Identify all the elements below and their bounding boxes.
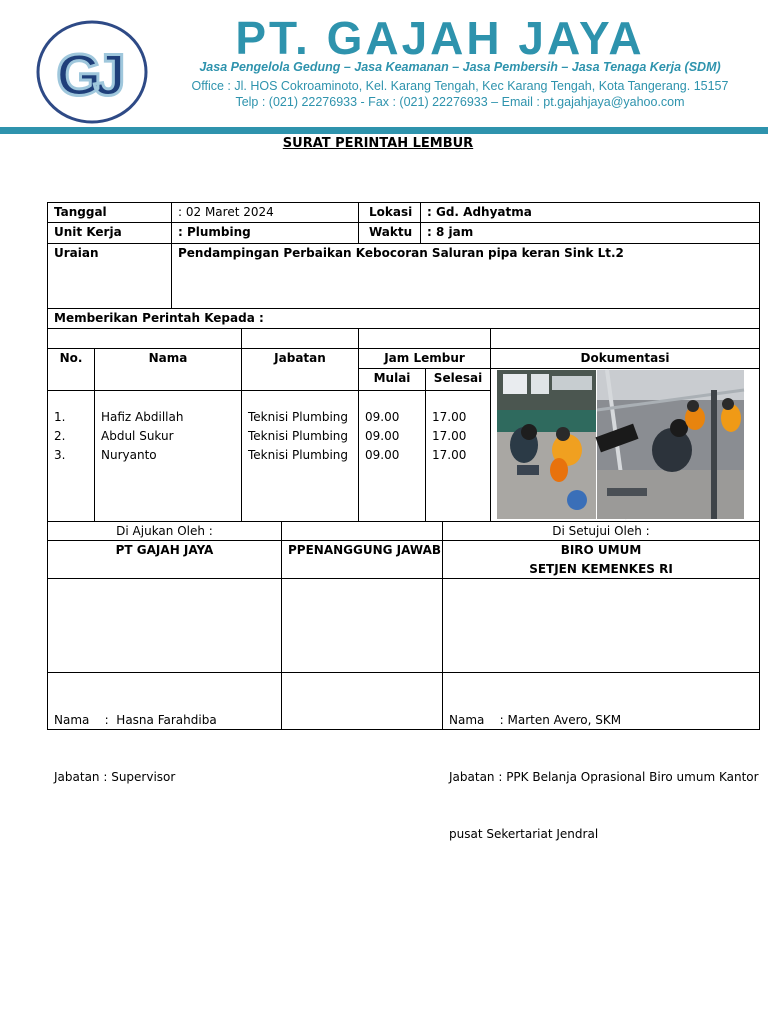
company-contact: Telp : (021) 22276933 - Fax : (021) 22276933 – Email : pt.gajahjaya@yahoo.com — [235, 95, 685, 109]
header-jabatan: Jabatan — [241, 348, 359, 391]
spacer-cell — [358, 328, 491, 349]
col-mulai — [358, 390, 426, 522]
row-nama: Abdul Sukur — [101, 429, 174, 443]
left-signer-nama: Nama : Hasna Farahdiba — [54, 713, 217, 727]
spacer-cell — [47, 328, 242, 349]
row-no: 1. — [54, 410, 66, 424]
row-no: 3. — [54, 448, 66, 462]
row-no: 2. — [54, 429, 66, 443]
perintah-label: Memberikan Perintah Kepada : — [47, 308, 760, 329]
lokasi-label: Lokasi — [358, 202, 421, 223]
col-jabatan — [241, 390, 359, 522]
signature-area-middle — [281, 578, 443, 673]
row-mulai: 09.00 — [365, 448, 400, 462]
svg-text:GJ: GJ — [56, 43, 118, 108]
row-mulai: 09.00 — [365, 410, 400, 424]
biro-line-2: SETJEN KEMENKES RI — [529, 562, 673, 576]
row-jabatan: Teknisi Plumbing — [248, 448, 349, 462]
uraian-value: Pendampingan Perbaikan Kebocoran Saluran pipa keran Sink Lt.2 — [171, 243, 760, 309]
left-signer-jabatan: Jabatan : Supervisor — [54, 770, 176, 784]
row-nama: Hafiz Abdillah — [101, 410, 184, 424]
lokasi-value: : Gd. Adhyatma — [420, 202, 760, 223]
header-divider — [0, 127, 768, 134]
uraian-label: Uraian — [47, 243, 172, 309]
header-jam-lembur: Jam Lembur — [358, 348, 491, 369]
header-mulai: Mulai — [358, 368, 426, 391]
company-approver: PT GAJAH JAYA — [47, 540, 282, 579]
signature-area-left — [47, 578, 282, 673]
company-services: Jasa Pengelola Gedung – Jasa Keamanan – Jasa Pembersih – Jasa Tenaga Kerja (SDM) — [199, 60, 721, 74]
left-signer — [47, 672, 282, 784]
row-selesai: 17.00 — [432, 448, 467, 462]
approval-spacer — [281, 521, 443, 541]
documentation-photo-2 — [597, 370, 744, 519]
header-selesai: Selesai — [425, 368, 491, 391]
company-logo — [36, 20, 148, 124]
row-mulai: 09.00 — [365, 429, 400, 443]
right-signer — [442, 672, 760, 841]
signature-area-right — [442, 578, 760, 673]
header-dokumentasi: Dokumentasi — [490, 348, 760, 369]
right-signer-jabatan-1: Jabatan : PPK Belanja Oprasional Biro umum Kantor — [449, 770, 759, 784]
penanggung-jawab: PPENANGGUNG JAWAB — [281, 540, 443, 579]
documentation-photo-1 — [497, 370, 596, 519]
unit-kerja-label: Unit Kerja — [47, 222, 172, 244]
row-jabatan: Teknisi Plumbing — [248, 410, 349, 424]
disetujui-label: Di Setujui Oleh : — [442, 521, 760, 541]
row-selesai: 17.00 — [432, 429, 467, 443]
col-selesai — [425, 390, 491, 522]
header-nama: Nama — [94, 348, 242, 391]
col-nama — [94, 390, 242, 522]
col-no — [47, 390, 95, 522]
company-office-address: Office : Jl. HOS Cokroaminoto, Kel. Karang Tengah, Kec Karang Tengah, Kota Tangerang. 15157 — [191, 79, 729, 93]
unit-kerja-value: : Plumbing — [171, 222, 359, 244]
diajukan-label: Di Ajukan Oleh : — [47, 521, 282, 541]
header-no: No. — [47, 348, 95, 391]
company-name: PT. GAJAH JAYA — [235, 12, 645, 64]
spacer-cell — [490, 328, 760, 349]
tanggal-value: : 02 Maret 2024 — [171, 202, 359, 223]
document-title: SURAT PERINTAH LEMBUR — [282, 136, 474, 151]
spacer-cell — [241, 328, 359, 349]
middle-signer — [281, 672, 443, 730]
waktu-label: Waktu — [358, 222, 421, 244]
right-signer-nama: Nama : Marten Avero, SKM — [449, 713, 622, 727]
right-signer-jabatan-2: pusat Sekertariat Jendral — [449, 827, 599, 841]
biro-umum — [442, 540, 760, 579]
waktu-value: : 8 jam — [420, 222, 760, 244]
row-nama: Nuryanto — [101, 448, 157, 462]
row-selesai: 17.00 — [432, 410, 467, 424]
tanggal-label: Tanggal — [47, 202, 172, 223]
biro-line-1: BIRO UMUM — [560, 543, 642, 557]
row-jabatan: Teknisi Plumbing — [248, 429, 349, 443]
